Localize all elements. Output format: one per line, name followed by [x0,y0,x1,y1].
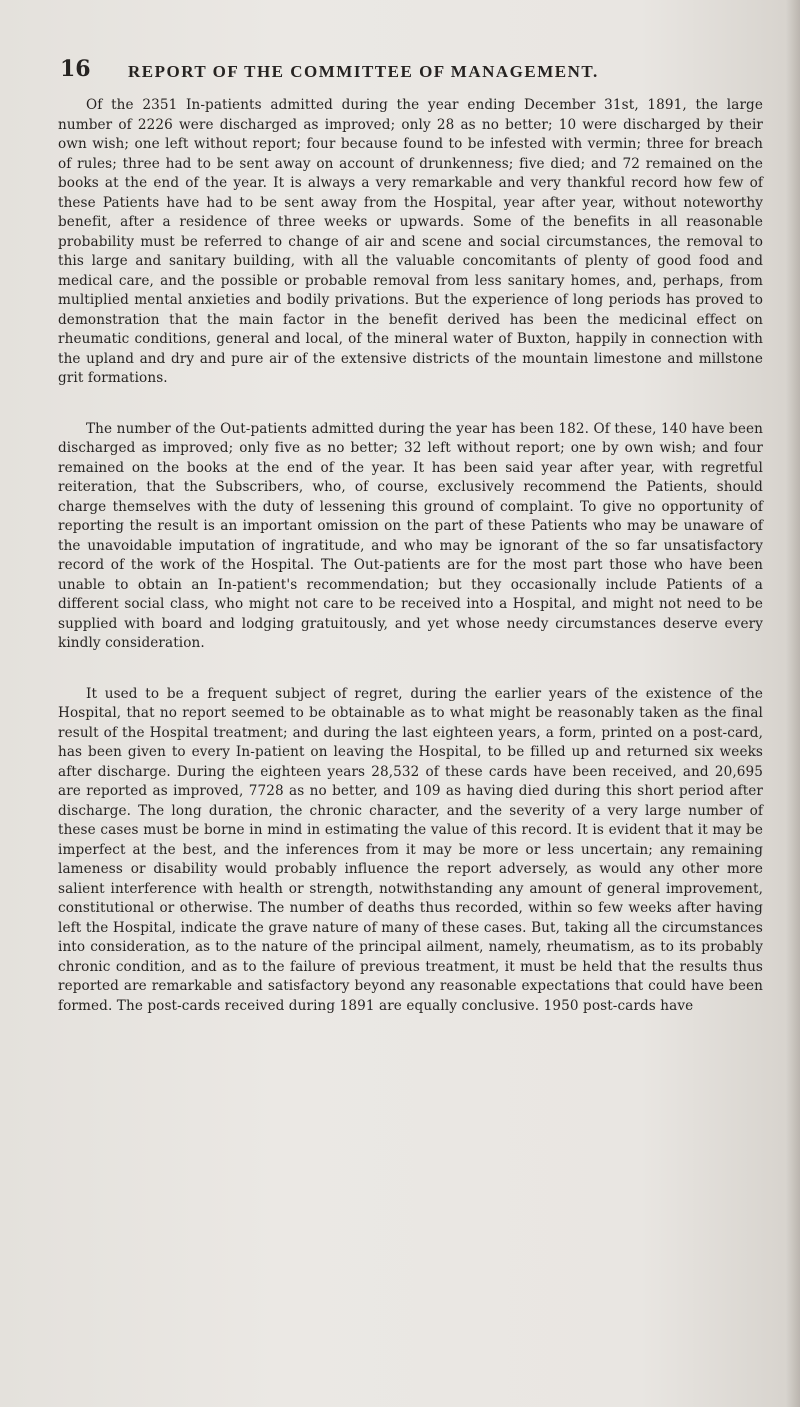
paragraph-post-cards: It used to be a frequent subject of regret, during the earlier years of the existence of the Hospital, that no report seemed to be obtainable as to what might be reasonably taken as the final result of the Hospital treatment; and during the last eighteen years, a form, printed on a post-card, has been given to every In-patient on leaving the Hospital, to be filled up and returned six weeks after discharge. During the eighteen years 28,532 of these cards have been received, and 20,695 are reported as improved, 7728 as no better, and 109 as having died during this short period after discharge. The long duration, the chronic character, and the severity of a very large number of these cases must be borne in mind in estimating the value of this record. It is evident that it may be imperfect at the best, and the inferences from it may be more or less uncertain; any remaining lameness or disability would probably influence the report adversely, as would any other more salient interference with health or strength, notwithstanding any amount of general improvement, constitutional or otherwise. The number of deaths thus recorded, within so few weeks after having left the Hospital, indicate the grave nature of many of these cases. But, taking all the circumstances into consideration, as to the nature of the principal ailment, namely, rheumatism, as to its probably chronic condition, and as to the failure of previous treatment, it must be held that the results thus reported are remarkable and satisfactory beyond any reasonable expectations that could have been formed. The post-cards received during 1891 are equally conclusive. 1950 post-cards have [58,685,763,1014]
page-number: 16 [60,56,91,82]
page-header [52,56,752,86]
page-edge-shadow [786,0,800,1407]
running-title: REPORT OF THE COMMITTEE OF MANAGEMENT. [128,62,599,81]
report-body [58,96,763,1047]
paragraph-out-patients: The number of the Out-patients admitted during the year has been 182. Of these, 140 have been discharged as improved; only five as no better; 32 left without report; one by own wish; and four remained on the books at the end of the year. It has been said year after year, with regretful reiteration, that the Subscribers, who, of course, exclusively recommend the Patients, should charge themselves with the duty of lessening this ground of complaint. To give no opportunity of reporting the result is an important omission on the part of these Patients who may be unaware of the unavoidable imputation of ingratitude, and who may be ignorant of the so far unsatisfactory record of the work of the Hospital. The Out-patients are for the most part those who have been unable to obtain an In-patient's recommendation; but they occasionally include Patients of a different social class, who might not care to be received into a Hospital, and might not need to be supplied with board and lodging gratuitously, and yet whose needy circumstances deserve every kindly consideration. [58,420,763,651]
paragraph-in-patients: Of the 2351 In-patients admitted during the year ending December 31st, 1891, the large number of 2226 were discharged as improved; only 28 as no better; 10 were discharged by their own wish; one left without report; four because found to be infested with vermin; three for breach of rules; three had to be sent away on account of drunkenness; five died; and 72 remained on the books at the end of the year. It is always a very remarkable and very thankful record how few of these Patients have had to be sent away from the Hospital, year after year, without noteworthy benefit, after a residence of three weeks or upwards. Some of the benefits in all reasonable probability must be referred to change of air and scene and social circumstances, the removal to this large and sanitary building, with all the valuable concomitants of plenty of good food and medical care, and the possible or probable removal from less sanitary homes, and, perhaps, from multiplied mental anxieties and bodily privations. But the experience of long periods has proved to demonstration that the main factor in the benefit derived has been the medicinal effect on rheumatic conditions, general and local, of the mineral water of Buxton, happily in connection with the upland and dry and pure air of the extensive districts of the mountain limestone and millstone grit formations. [58,97,763,386]
